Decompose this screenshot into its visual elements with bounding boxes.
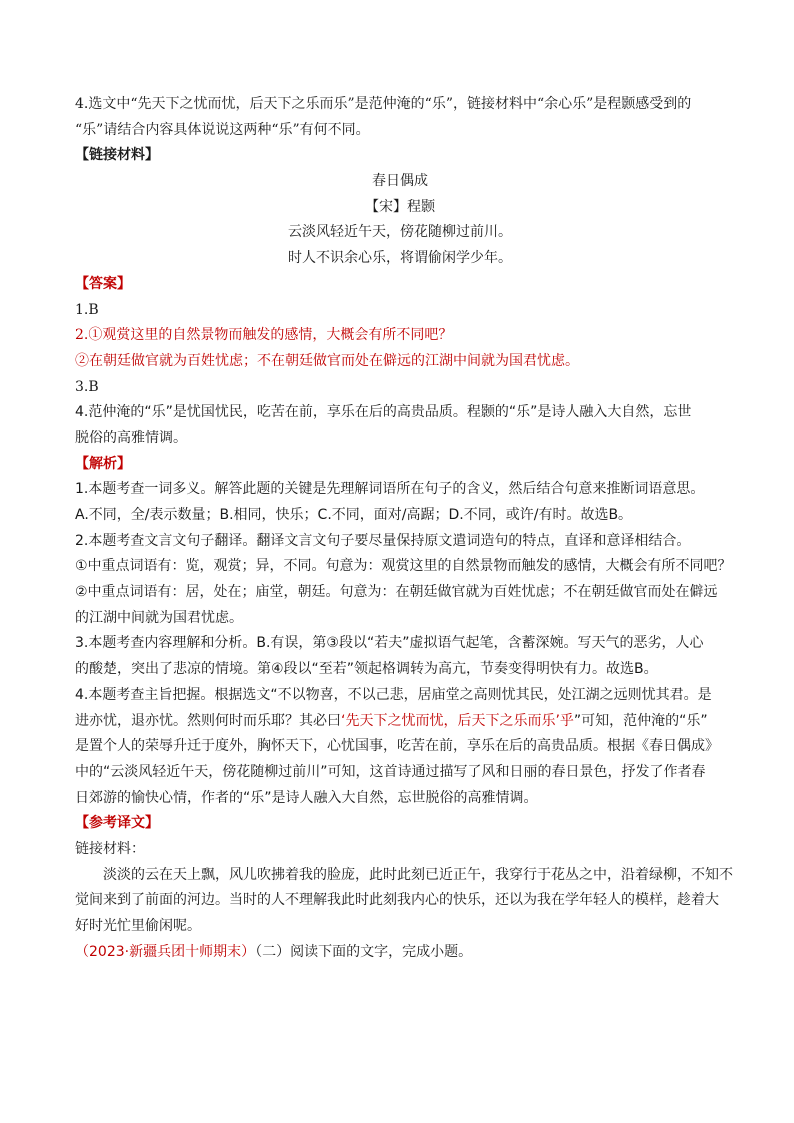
analysis-line: 是置个人的荣辱升迁于度外，胸怀天下，心忧国事，吃苦在前，享乐在后的高贵品质。根据《春日偶成》	[75, 738, 719, 755]
question4-line2: “乐”请结合内容具体说说这两种“乐”有何不同。	[75, 121, 370, 138]
translation-line: 好时光忙里偷闲呢。	[75, 918, 201, 934]
analysis-line: 3.本题考查内容理解和分析。B.有误，第③段以“若夫”虚拟语气起笔，含蓄深婉。写天气的恶劣，人心	[75, 635, 704, 652]
analysis-line: A.不同，全/表示数量；B.相同，快乐；C.不同，面对/高踞；D.不同，或许/有时。故选B。	[75, 507, 633, 523]
answer-1: 1.B	[75, 301, 99, 318]
translation-heading: 【参考译文】	[75, 815, 159, 832]
answer-2-part2: ②在朝廷做官就为百姓忧虑；不在朝廷做官而处在僻远的江湖中间就为国君忧虑。	[75, 352, 579, 369]
answer-heading: 【答案】	[75, 275, 131, 292]
poem-title: 春日偶成	[372, 173, 428, 190]
link-material-heading: 【链接材料】	[75, 147, 159, 164]
poem-author: 【宋】程颢	[365, 198, 435, 215]
analysis-line: 的江湖中间就为国君忧虑。	[75, 609, 243, 626]
analysis-line	[75, 709, 725, 733]
next-section-source: （2023·新疆兵团十师期末）	[75, 943, 256, 960]
analysis-line: 2.本题考查文言文句子翻译。翻译文言文句子要尽量保持原文遣词造句的特点，直译和意译相结合。	[75, 532, 691, 549]
question4-line1: 4.选文中“先天下之忧而忧，后天下之乐而乐”是范仲淹的“乐”，链接材料中“余心乐”是程颢感受到的	[75, 96, 692, 112]
translation-label: 链接材料：	[75, 840, 145, 857]
document-page	[75, 92, 733, 965]
answer-3: 3.B	[75, 378, 99, 395]
answer-2-part1: 2.①观赏这里的自然景物而触发的感情，大概会有所不同吧？	[75, 327, 453, 344]
answer-4-line2: 脱俗的高雅情调。	[75, 429, 187, 446]
analysis-line: 4.本题考查主旨把握。根据选文“不以物喜，不以己悲，居庙堂之高则忧其民，处江湖之远则忧其君。是	[75, 686, 712, 703]
next-section-text: （二）阅读下面的文字，完成小题。	[255, 943, 473, 960]
poem-line1: 云淡风轻近午天，傍花随柳过前川。	[288, 224, 512, 241]
analysis-line10-part3: ”可知，范仲淹的“乐”	[573, 712, 708, 729]
analysis-line: 日郊游的愉快心情，作者的“乐”是诗人融入大自然，忘世脱俗的高雅情调。	[75, 789, 538, 806]
next-section-line	[75, 940, 725, 964]
translation-line: 淡淡的云在天上飘，风儿吹拂着我的脸庞，此时此刻已近正午，我穿行于花丛之中，沿着绿柳，不知不	[103, 866, 733, 883]
analysis-line10-quote: ‘先天下之忧而忧，后天下之乐而乐’乎	[341, 712, 574, 729]
translation-line: 觉间来到了前面的河边。当时的人不理解我此时此刻我内心的快乐，还以为我在学年轻人的模样，趁着大	[75, 892, 719, 909]
answer-4-line1: 4.范仲淹的“乐”是忧国忧民，吃苦在前，享乐在后的高贵品质。程颢的“乐”是诗人融入大自然，忘世	[75, 404, 692, 421]
analysis-line: 中的“云淡风轻近午天，傍花随柳过前川”可知，这首诗通过描写了风和日丽的春日景色，抒发了作者春	[75, 763, 706, 780]
poem-line2: 时人不识余心乐，将谓偷闲学少年。	[288, 250, 512, 267]
analysis-line10-part1: 进亦忧，退亦忧。然则何时而乐耶？其必曰	[75, 712, 341, 729]
analysis-line: 1.本题考查一词多义。解答此题的关键是先理解词语所在句子的含义，然后结合句意来推断词语意思。	[75, 481, 705, 498]
analysis-line: 的酸楚，突出了悲凉的情境。第④段以“至若”领起格调转为高亢，节奏变得明快有力。故选B。	[75, 661, 658, 678]
analysis-line: ①中重点词语有：览，观赏；异，不同。句意为：观赏这里的自然景物而触发的感情，大概会有所不同吧？	[75, 558, 732, 575]
analysis-heading: 【解析】	[75, 455, 131, 472]
analysis-line: ②中重点词语有：居，处在；庙堂，朝廷。句意为：在朝廷做官就为百姓忧虑；不在朝廷做官而处在僻远	[75, 584, 718, 601]
